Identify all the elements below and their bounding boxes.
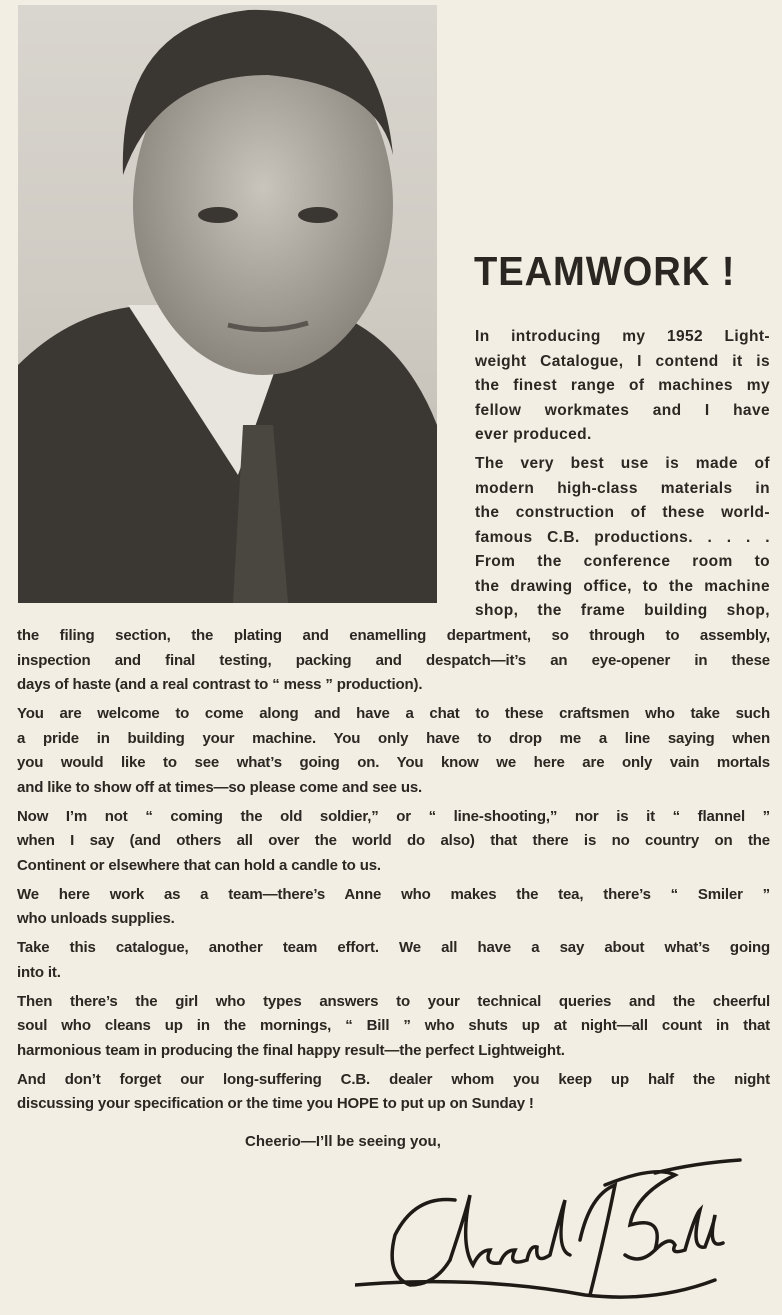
text-line: Then there’s the girl who types answers to your technical queries and the cheerful	[17, 992, 770, 1010]
text-line: the construction of these world-	[475, 504, 770, 521]
paragraph	[475, 452, 770, 624]
text-line: into it.	[17, 963, 61, 981]
text-line: days of haste (and a real contrast to “ mess ” production).	[17, 676, 423, 693]
text-line: Take this catalogue, another team effort. We all have a say about what’s going	[17, 939, 770, 956]
text-line: the filing section, the plating and enamelling department, so through to assembly,	[17, 627, 770, 644]
text-line: soul who cleans up in the mornings, “ Bill ” who shuts up at night—all count in that	[17, 1017, 770, 1034]
text-line: And don’t forget our long-suffering C.B. dealer whom you keep up half the night	[17, 1070, 770, 1088]
text-line: Now I’m not “ coming the old soldier,” or “ line-shooting,” nor is it “ flannel ”	[17, 807, 770, 825]
paragraph	[17, 702, 770, 800]
portrait-photo	[18, 5, 437, 603]
column-text	[475, 325, 770, 628]
paragraph	[17, 1068, 770, 1117]
paragraph	[17, 883, 770, 932]
text-line: fellow workmates and I have	[475, 401, 770, 419]
text-line: when I say (and others all over the world do also) that there is no country on the	[17, 832, 770, 849]
text-line: the drawing office, to the machine	[475, 577, 770, 595]
text-line: who unloads supplies.	[17, 910, 175, 927]
text-line: inspection and final testing, packing and despatch—it’s an eye-opener in these	[17, 651, 770, 669]
text-line: modern high-class materials in	[475, 479, 770, 497]
text-line: discussing your specification or the time you HOPE to put up on Sunday !	[17, 1095, 534, 1112]
paragraph	[17, 624, 770, 698]
text-line: ever produced.	[475, 426, 592, 443]
paragraph	[17, 990, 770, 1064]
text-line: a pride in building your machine. You only have to drop me a line saying when	[17, 729, 770, 747]
text-line: You are welcome to come along and have a chat to these craftsmen who take such	[17, 705, 770, 722]
text-line: Continent or elsewhere that can hold a candle to us.	[17, 856, 381, 874]
portrait-illustration	[18, 5, 437, 603]
closing-line: Cheerio—I’ll be seeing you,	[245, 1133, 441, 1150]
text-line: The very best use is made of	[475, 455, 770, 472]
text-line: We here work as a team—there’s Anne who makes the tea, there’s “ Smiler ”	[17, 885, 770, 903]
text-line: weight Catalogue, I contend it is	[475, 352, 770, 370]
text-line: famous C.B. productions. . . . .	[475, 528, 770, 546]
text-line: and like to show off at times—so please come and see us.	[17, 778, 423, 796]
paragraph	[17, 936, 770, 985]
text-line: the finest range of machines my	[475, 377, 770, 394]
text-line: In introducing my 1952 Light-	[475, 328, 770, 345]
paragraph	[17, 805, 770, 879]
text-line: shop, the frame building shop,	[475, 602, 770, 619]
page-title: TEAMWORK !	[474, 248, 736, 294]
full-width-text	[17, 624, 770, 1121]
text-line: harmonious team in producing the final happy result—the perfect Lightweight.	[17, 1041, 565, 1059]
signature	[355, 1155, 745, 1305]
paragraph	[475, 325, 770, 448]
text-line: From the conference room to	[475, 553, 770, 570]
text-line: you would like to see what’s going on. You know we here are only vain mortals	[17, 754, 770, 771]
